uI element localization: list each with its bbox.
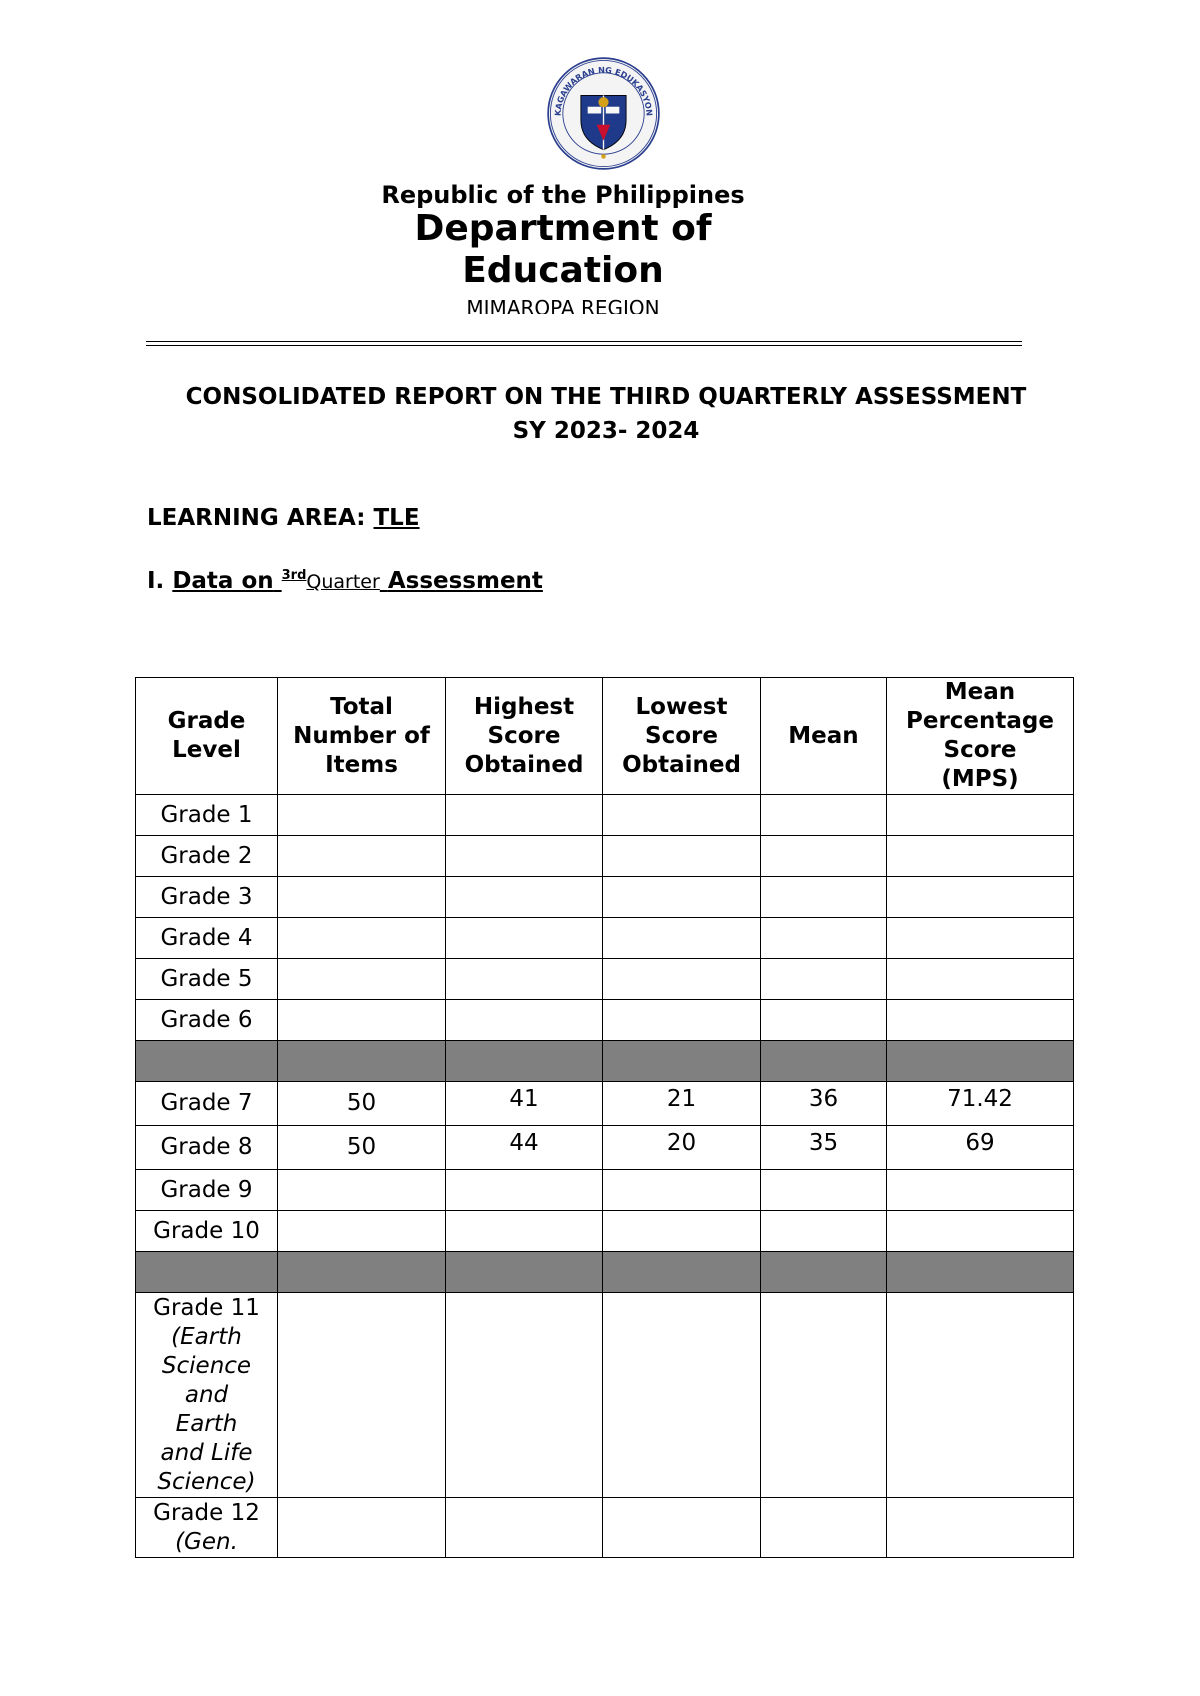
cell-lowest xyxy=(603,836,761,877)
cell-lowest xyxy=(603,1498,761,1558)
section-superscript: 3rd xyxy=(281,568,307,583)
separator-cell xyxy=(136,1041,278,1082)
cell-lowest xyxy=(603,1211,761,1252)
grade-note: Science xyxy=(161,1353,252,1379)
region-heading-wrap xyxy=(300,294,826,314)
cell-mean xyxy=(761,877,887,918)
region-heading: MIMAROPA REGION xyxy=(466,296,660,314)
cell-total: 50 xyxy=(278,1126,446,1170)
cell-grade: Grade 10 xyxy=(136,1211,278,1252)
cell-mean: 36 xyxy=(761,1082,887,1126)
section-text-after: Assessment xyxy=(387,568,543,594)
table-row xyxy=(136,1170,1074,1211)
cell-mean xyxy=(761,959,887,1000)
grade-note: and xyxy=(184,1382,229,1408)
cell-total xyxy=(278,1170,446,1211)
cell-lowest xyxy=(603,1293,761,1498)
separator-cell xyxy=(446,1041,603,1082)
grade-label: Grade 11 xyxy=(153,1295,260,1321)
cell-highest xyxy=(446,1211,603,1252)
cell-mps xyxy=(887,1000,1074,1041)
cell-grade: Grade 3 xyxy=(136,877,278,918)
learning-area-value: TLE xyxy=(373,505,420,531)
cell-highest xyxy=(446,1000,603,1041)
cell-grade: Grade 2 xyxy=(136,836,278,877)
cell-total xyxy=(278,959,446,1000)
separator-row xyxy=(136,1041,1074,1082)
cell-mean xyxy=(761,1000,887,1041)
cell-mean: 35 xyxy=(761,1126,887,1170)
header-lowest-score: Lowest Score Obtained xyxy=(603,678,761,795)
cell-lowest: 21 xyxy=(603,1082,761,1126)
cell-lowest xyxy=(603,795,761,836)
section-heading xyxy=(147,561,543,597)
cell-highest: 41 xyxy=(446,1082,603,1126)
cell-total xyxy=(278,877,446,918)
table-row xyxy=(136,877,1074,918)
cell-mean xyxy=(761,1498,887,1558)
cell-total xyxy=(278,1000,446,1041)
department-heading xyxy=(300,208,826,292)
cell-mps xyxy=(887,877,1074,918)
cell-grade: Grade 6 xyxy=(136,1000,278,1041)
cell-mps xyxy=(887,918,1074,959)
cell-mps xyxy=(887,1498,1074,1558)
separator-cell xyxy=(446,1252,603,1293)
separator-cell xyxy=(136,1252,278,1293)
header-divider xyxy=(146,341,1022,346)
cell-mean xyxy=(761,1211,887,1252)
cell-lowest xyxy=(603,1170,761,1211)
learning-area xyxy=(147,503,420,533)
deped-seal-logo xyxy=(547,57,660,170)
cell-grade xyxy=(136,1293,278,1498)
separator-cell xyxy=(761,1252,887,1293)
school-year: SY 2023- 2024 xyxy=(512,418,700,444)
table-row xyxy=(136,1293,1074,1498)
cell-total xyxy=(278,795,446,836)
table-row xyxy=(136,918,1074,959)
cell-grade xyxy=(136,1498,278,1558)
cell-mps xyxy=(887,795,1074,836)
cell-mps xyxy=(887,959,1074,1000)
cell-total xyxy=(278,1498,446,1558)
header-highest-score: Highest Score Obtained xyxy=(446,678,603,795)
cell-grade: Grade 5 xyxy=(136,959,278,1000)
cell-grade: Grade 7 xyxy=(136,1082,278,1126)
separator-row xyxy=(136,1252,1074,1293)
separator-cell xyxy=(887,1041,1074,1082)
grade-note: (Earth xyxy=(171,1324,242,1350)
section-text-before: Data on xyxy=(172,568,274,594)
cell-highest xyxy=(446,1170,603,1211)
header-mps: Mean Percentage Score (MPS) xyxy=(887,678,1074,795)
cell-total xyxy=(278,1211,446,1252)
cell-mps xyxy=(887,1170,1074,1211)
table-row xyxy=(136,1126,1074,1170)
cell-mean xyxy=(761,795,887,836)
cell-mps: 71.42 xyxy=(887,1082,1074,1126)
table-row xyxy=(136,795,1074,836)
cell-mps: 69 xyxy=(887,1126,1074,1170)
grade-label: Grade 12 xyxy=(153,1500,260,1526)
cell-total xyxy=(278,918,446,959)
table-row xyxy=(136,836,1074,877)
cell-highest: 44 xyxy=(446,1126,603,1170)
separator-cell xyxy=(761,1041,887,1082)
seal-text: KAGAWARAN NG EDUKASYON xyxy=(552,64,655,117)
cell-mps xyxy=(887,1293,1074,1498)
learning-area-label: LEARNING AREA: xyxy=(147,505,366,531)
cell-mean xyxy=(761,918,887,959)
separator-cell xyxy=(278,1252,446,1293)
cell-highest xyxy=(446,877,603,918)
table-row xyxy=(136,1498,1074,1558)
cell-lowest xyxy=(603,1000,761,1041)
cell-highest xyxy=(446,836,603,877)
table-row xyxy=(136,959,1074,1000)
cell-mps xyxy=(887,836,1074,877)
table-header-row xyxy=(136,678,1074,795)
cell-highest xyxy=(446,795,603,836)
report-title-line: CONSOLIDATED REPORT ON THE THIRD QUARTERLY ASSESSMENT xyxy=(185,384,1027,410)
cell-grade: Grade 4 xyxy=(136,918,278,959)
cell-lowest xyxy=(603,918,761,959)
section-number: I. xyxy=(147,568,165,594)
cell-mean xyxy=(761,1293,887,1498)
department-line-1: Department of xyxy=(414,208,712,249)
section-quarter: Quarter xyxy=(306,571,380,593)
cell-grade: Grade 1 xyxy=(136,795,278,836)
cell-mps xyxy=(887,1211,1074,1252)
table-row xyxy=(136,1211,1074,1252)
cell-mean xyxy=(761,1170,887,1211)
republic-heading: Republic of the Philippines xyxy=(381,181,745,209)
cell-total xyxy=(278,836,446,877)
grade-note: Science) xyxy=(157,1469,256,1495)
table-row xyxy=(136,1000,1074,1041)
cell-lowest xyxy=(603,959,761,1000)
assessment-table xyxy=(135,677,1074,1558)
header-mean: Mean xyxy=(761,678,887,795)
separator-cell xyxy=(603,1252,761,1293)
cell-highest xyxy=(446,959,603,1000)
cell-total: 50 xyxy=(278,1082,446,1126)
grade-note: Earth xyxy=(175,1411,238,1437)
cell-mean xyxy=(761,836,887,877)
separator-cell xyxy=(278,1041,446,1082)
cell-grade: Grade 8 xyxy=(136,1126,278,1170)
header-total-items: Total Number of Items xyxy=(278,678,446,795)
grade-note: and Life xyxy=(160,1440,253,1466)
cell-lowest xyxy=(603,877,761,918)
separator-cell xyxy=(603,1041,761,1082)
cell-lowest: 20 xyxy=(603,1126,761,1170)
separator-cell xyxy=(887,1252,1074,1293)
cell-highest xyxy=(446,1293,603,1498)
cell-grade: Grade 9 xyxy=(136,1170,278,1211)
department-line-2: Education xyxy=(462,250,664,291)
header-grade-level: Grade Level xyxy=(136,678,278,795)
cell-highest xyxy=(446,1498,603,1558)
report-title xyxy=(0,380,1200,448)
table-row xyxy=(136,1082,1074,1126)
cell-highest xyxy=(446,918,603,959)
grade-note: (Gen. xyxy=(175,1529,238,1555)
cell-total xyxy=(278,1293,446,1498)
